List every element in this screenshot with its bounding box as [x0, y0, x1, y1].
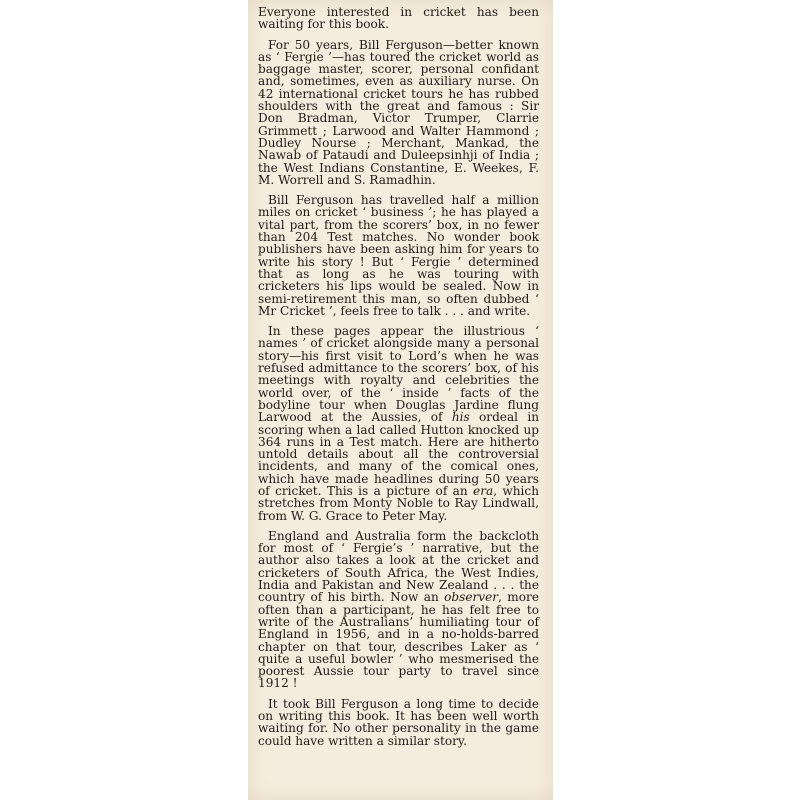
paragraph-1: Everyone interested in cricket has been waiting for this book.	[258, 5, 539, 32]
paragraph-5: England and Australia form the backcloth for most of ‘ Fergie’s ’ narrative, but the author also takes a look at the cricket and cricketers of South Africa, the West Indies, India and Pakistan and New Zealand . . . the country of his birth. Now an observer, more often than a participant, he has felt free to write of the Australians’ humiliating tour of England in 1956, and in a no-holds-barred chapter on that tour, describes Laker as ‘ quite a useful bowler ’ who mesmerised the poorest Aussie tour party to travel since 1912 !	[258, 528, 539, 691]
paragraph-3: Bill Ferguson has travelled half a million miles on cricket ‘ business ’; he has played a vital part, from the scorers’ box, in no fewer than 204 Test matches. No wonder book publishers have been asking him for years to write his story ! But ‘ Fergie ’ determined that as long as he was touring with cricketers his lips would be sealed. Now in semi-retirement this man, so often dubbed ‘ Mr Cricket ’, feels free to talk . . . and write.	[258, 193, 539, 318]
paragraph-2: For 50 years, Bill Ferguson—better known as ‘ Fergie ’—has toured the cricket world as baggage master, scorer, personal confidant and, sometimes, even as auxiliary nurse. On 42 international cricket tours he has rubbed shoulders with the great and famous : Sir Don Bradman, Victor Trumper, Clarrie Grimmett ; Larwood and Walter Hammond ; Dudley Nourse ; Merchant, Mankad, the Nawab of Pataudi and Duleepsinhji of India ; the West Indians Constantine, E. Weekes, F. M. Worrell and S. Ramadhin.	[258, 37, 539, 187]
paragraph-6: It took Bill Ferguson a long time to decide on writing this book. It has been well worth waiting for. No other personality in the game could have written a similar story.	[258, 696, 539, 748]
blurb-text	[258, 6, 539, 755]
scanned-page	[248, 0, 553, 800]
paragraph-4: In these pages appear the illustrious ‘ names ’ of cricket alongside many a personal story—his first visit to Lord’s when he was refused admittance to the scorers’ box, of his meetings with royalty and celebrities the world over, of the ‘ inside ’ facts of the bodyline tour when Douglas Jardine flung Larwood at the Aussies, of his ordeal in scoring when a lad called Hutton knocked up 364 runs in a Test match. Here are hitherto untold details about all the controversial incidents, and many of the comical ones, which have made headlines during 50 years of cricket. This is a picture of an era, which stretches from Monty Noble to Ray Lindwall, from W. G. Grace to Peter May.	[258, 324, 539, 523]
